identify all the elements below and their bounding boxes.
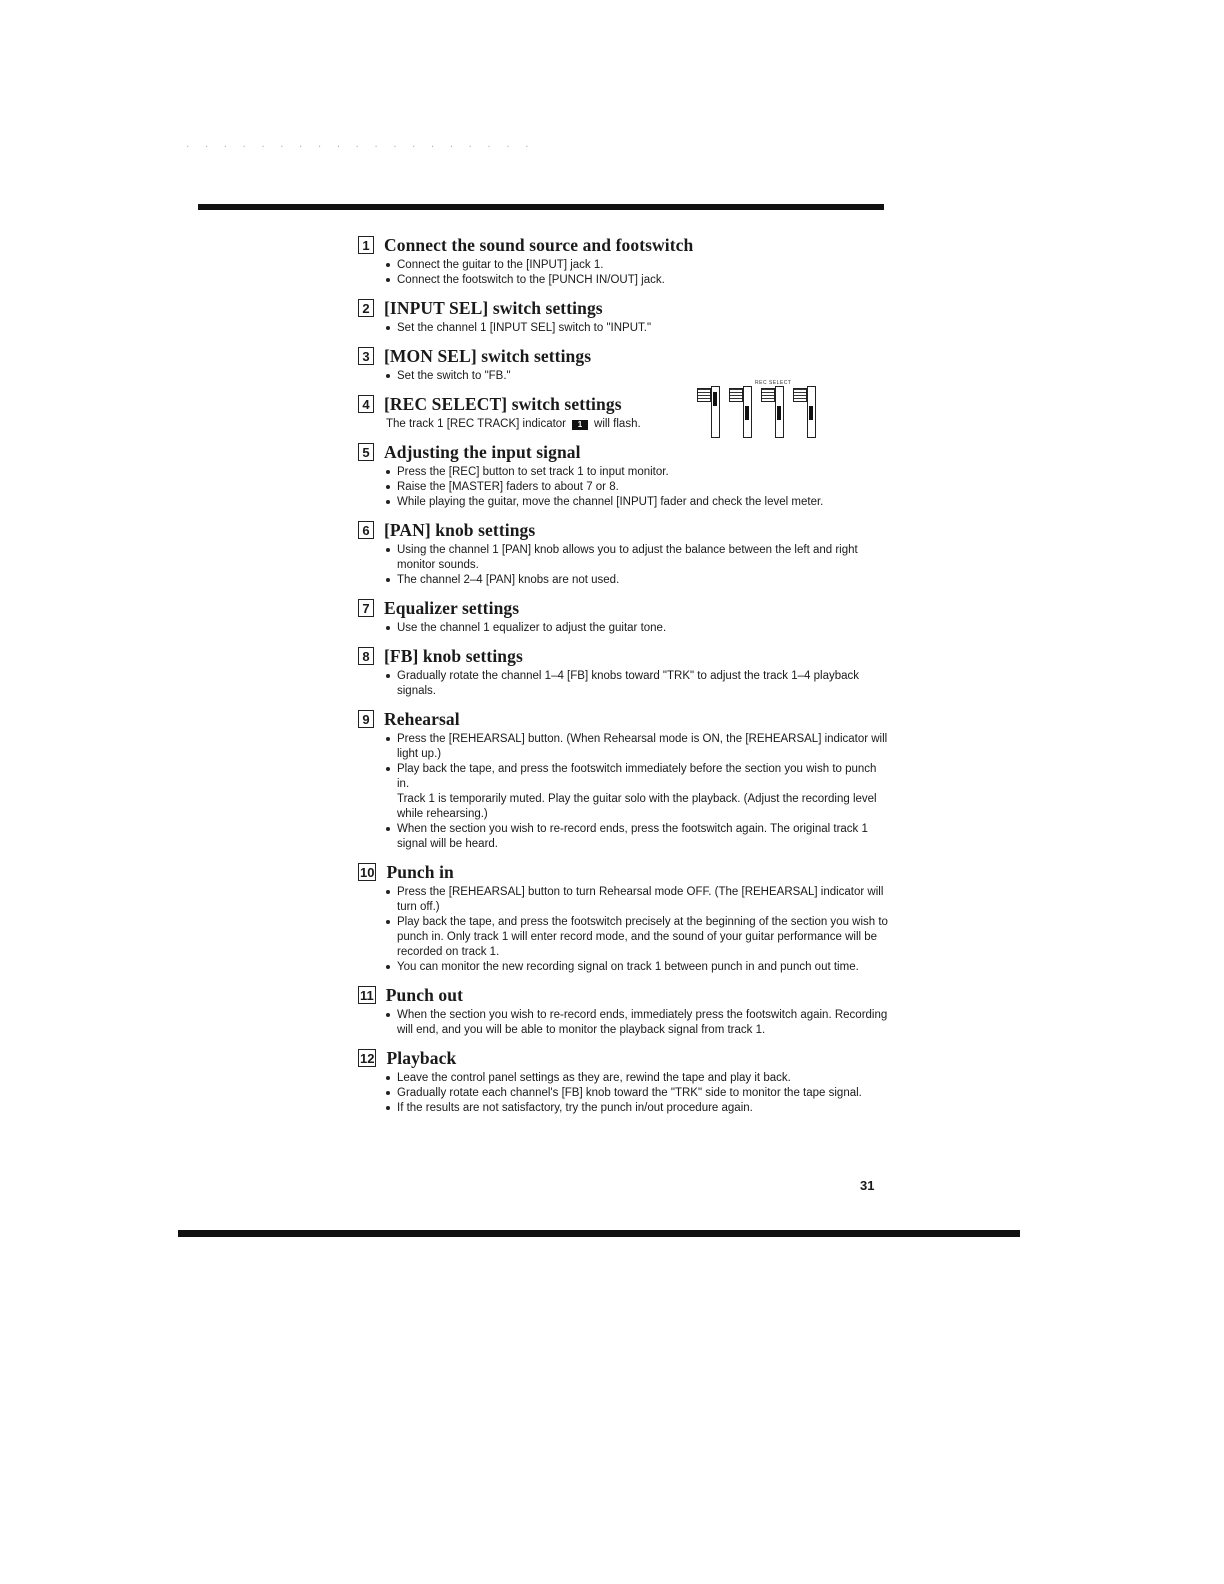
step-8 [358,643,890,699]
bullet-item: Connect the guitar to the [INPUT] jack 1. [386,258,890,273]
step-title: [MON SEL] switch settings [384,345,592,366]
bullet-paragraph: When the section you wish to re-record ends, press the footswitch again. The original track 1 signal will be heard. [397,823,868,850]
step-heading [358,343,890,369]
step-9 [358,706,890,852]
step-1 [358,232,890,288]
switch-position-marker [809,406,813,420]
switch-button-icon [761,388,775,402]
bottom-rule [178,1230,1020,1237]
page-number: 31 [860,1178,875,1193]
step-title: Adjusting the input signal [384,441,581,462]
bullet-list [358,258,890,288]
bullet-item: Set the switch to "FB." [386,369,890,384]
step-number-box: 9 [358,710,374,728]
bullet-item: If the results are not satisfactory, try the punch in/out procedure again. [386,1101,890,1116]
step-number-box: 3 [358,347,374,365]
description-text: will flash. [594,418,641,430]
step-title: [PAN] knob settings [384,519,536,540]
switch-slot [807,386,816,438]
bullet-paragraph: Press the [REHEARSAL] button. (When Rehearsal mode is ON, the [REHEARSAL] indicator will light up.) [397,733,888,760]
switch-button-icon [729,388,743,402]
bullet-list [358,669,890,699]
rec-select-switch [697,386,725,438]
bullet-item: Press the [REC] button to set track 1 to input monitor. [386,465,890,480]
bullet-item: Using the channel 1 [PAN] knob allows you to adjust the balance between the left and right monitor sounds. [386,543,890,573]
rec-select-label: REC SELECT [755,380,792,386]
bullet-item: Raise the [MASTER] faders to about 7 or 8. [386,480,890,495]
bullet-paragraph: Play back the tape, and press the footswitch immediately before the section you wish to punch in. [397,763,877,790]
bullet-item: Gradually rotate the channel 1–4 [FB] knobs toward "TRK" to adjust the track 1–4 playback signals. [386,669,890,699]
bullet-item [386,732,890,762]
switch-slot [743,386,752,438]
step-number-box: 7 [358,599,374,617]
switch-position-marker [713,392,717,406]
step-number-box: 11 [360,987,374,1003]
bullet-list [358,621,890,636]
step-number-box: 10 [360,864,375,880]
step-heading [358,706,890,732]
switch-button-icon [793,388,807,402]
bullet-item: Play back the tape, and press the footswitch precisely at the beginning of the section you wish to punch in. Only track 1 will enter record mode, and the sound of your guitar performance will be recorded on track 1. [386,915,890,960]
step-6 [358,517,890,588]
switch-slot [711,386,720,438]
bullet-item: Connect the footswitch to the [PUNCH IN/OUT] jack. [386,273,890,288]
step-number-box: 6 [358,521,374,539]
step-title: Rehearsal [384,708,460,729]
bullet-list [358,885,890,975]
step-12 [358,1045,890,1116]
step-title: Punch in [386,861,454,882]
rec-select-illustration [697,380,827,438]
step-number-box: 12 [360,1050,375,1066]
rec-select-switch [729,386,757,438]
bullet-item: While playing the guitar, move the channel [INPUT] fader and check the level meter. [386,495,890,510]
step-number-box: 5 [358,443,374,461]
procedure-list [358,232,890,1123]
bullet-item: When the section you wish to re-record ends, immediately press the footswitch again. Recording will end, and you will be able to monitor the playback signal from track 1. [386,1008,890,1038]
step-heading [358,517,890,543]
step-title: [REC SELECT] switch settings [384,393,622,414]
bullet-item: Gradually rotate each channel's [FB] knob toward the "TRK" side to monitor the tape signal. [386,1086,890,1101]
step-heading [358,295,890,321]
step-title: Punch out [385,984,463,1005]
step-10 [358,859,890,975]
rec-track-indicator-icon: 1 [572,420,588,430]
step-title: [FB] knob settings [384,645,523,666]
step-number-box: 4 [358,395,374,413]
bullet-item: The channel 2–4 [PAN] knobs are not used. [386,573,890,588]
top-rule [198,204,884,210]
step-5 [358,439,890,510]
bullet-list [358,543,890,588]
switch-position-marker [777,406,781,420]
bullet-list [358,732,890,852]
step-number-box: 2 [358,299,374,317]
rec-select-switch [793,386,821,438]
description-text: The track 1 [REC TRACK] indicator [386,418,567,430]
bullet-item [386,762,890,822]
step-3 [358,343,890,384]
step-11 [358,982,890,1038]
step-heading [358,595,890,621]
scan-artifact: . . . . . . . . . . . . . . . . . . . [185,140,534,150]
step-7 [358,595,890,636]
step-heading [358,982,890,1008]
step-title: [INPUT SEL] switch settings [384,297,603,318]
step-heading [358,439,890,465]
bullet-list [358,1071,890,1116]
step-title: Playback [386,1047,457,1068]
bullet-list [358,321,890,336]
switch-position-marker [745,406,749,420]
step-title: Connect the sound source and footswitch [384,234,694,255]
step-heading [358,1045,890,1071]
bullet-paragraph: Track 1 is temporarily muted. Play the guitar solo with the playback. (Adjust the recording level while rehearsing.) [397,793,877,820]
bullet-item: You can monitor the new recording signal on track 1 between punch in and punch out time. [386,960,890,975]
switch-button-icon [697,388,711,402]
step-number-box: 8 [358,647,374,665]
bullet-item [386,822,890,852]
switch-slot [775,386,784,438]
step-2 [358,295,890,336]
step-number-box: 1 [358,236,374,254]
bullet-list [358,465,890,510]
rec-select-switch [761,386,789,438]
step-heading [358,232,890,258]
bullet-item: Use the channel 1 equalizer to adjust the guitar tone. [386,621,890,636]
step-title: Equalizer settings [384,597,520,618]
step-heading [358,859,890,885]
bullet-list [358,1008,890,1038]
bullet-item: Leave the control panel settings as they are, rewind the tape and play it back. [386,1071,890,1086]
bullet-item: Set the channel 1 [INPUT SEL] switch to "INPUT." [386,321,890,336]
step-heading [358,643,890,669]
bullet-item: Press the [REHEARSAL] button to turn Rehearsal mode OFF. (The [REHEARSAL] indicator will turn off.) [386,885,890,915]
